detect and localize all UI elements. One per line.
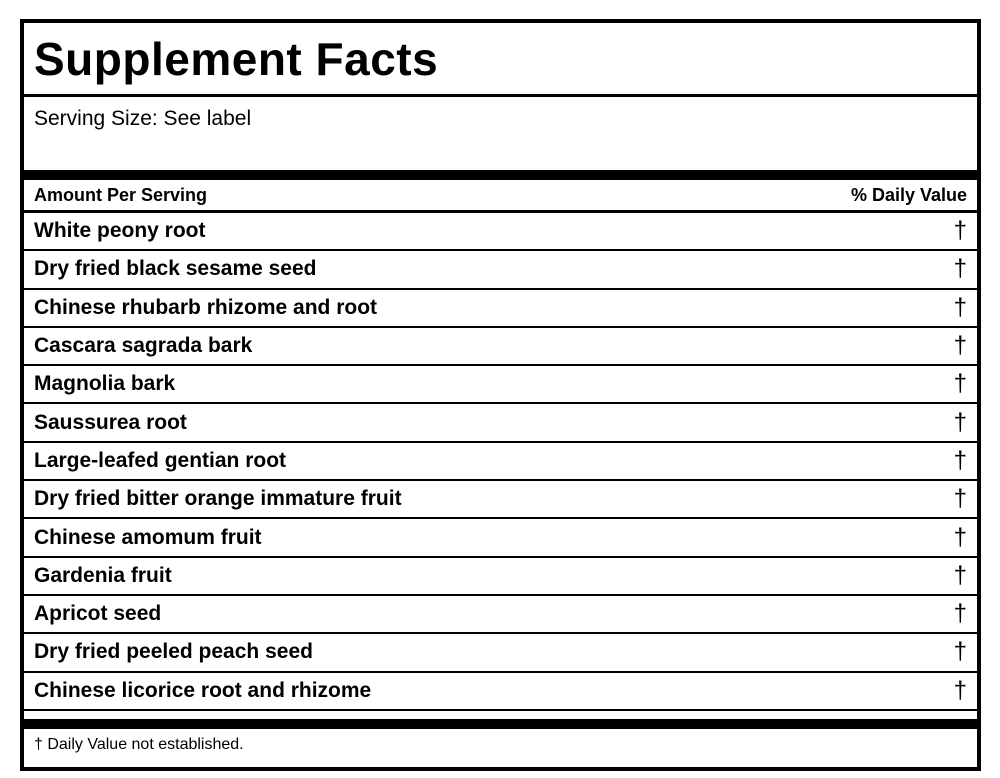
ingredient-row — [24, 634, 977, 672]
ingredient-daily-value: † — [953, 561, 967, 589]
ingredient-row — [24, 328, 977, 366]
ingredient-name: Chinese licorice root and rhizome — [34, 678, 372, 702]
ingredient-daily-value: † — [953, 255, 967, 283]
ingredient-row — [24, 290, 977, 328]
ingredient-name: Dry fried bitter orange immature fruit — [34, 487, 402, 511]
ingredient-name: Apricot seed — [34, 602, 162, 626]
ingredient-daily-value: † — [953, 638, 967, 666]
ingredient-row — [24, 251, 977, 289]
ingredient-daily-value: † — [953, 676, 967, 704]
column-header-row — [24, 180, 977, 213]
supplement-facts-panel — [20, 19, 981, 771]
ingredient-list — [24, 213, 977, 711]
thick-divider — [24, 170, 977, 180]
ingredient-name: White peony root — [34, 219, 206, 243]
panel-title: Supplement Facts — [24, 23, 977, 97]
ingredient-daily-value: † — [953, 485, 967, 513]
ingredient-name: Chinese amomum fruit — [34, 525, 262, 549]
ingredient-daily-value: † — [953, 370, 967, 398]
footnote: † Daily Value not established. — [34, 735, 244, 753]
ingredient-name: Large-leafed gentian root — [34, 448, 287, 472]
ingredient-name: Dry fried black sesame seed — [34, 257, 317, 281]
ingredient-row — [24, 366, 977, 404]
ingredient-row — [24, 481, 977, 519]
serving-size: Serving Size: See label — [34, 107, 252, 130]
ingredient-name: Saussurea root — [34, 410, 187, 434]
ingredient-daily-value: † — [953, 217, 967, 245]
ingredient-row — [24, 673, 977, 711]
ingredient-daily-value: † — [953, 408, 967, 436]
daily-value-label: % Daily Value — [850, 184, 967, 205]
ingredient-row — [24, 213, 977, 251]
ingredient-name: Chinese rhubarb rhizome and root — [34, 295, 378, 319]
ingredient-daily-value: † — [953, 446, 967, 474]
thick-divider-bottom — [24, 719, 977, 729]
ingredient-daily-value: † — [953, 600, 967, 628]
ingredient-row — [24, 404, 977, 442]
ingredient-row — [24, 519, 977, 557]
ingredient-name: Dry fried peeled peach seed — [34, 640, 313, 664]
spacer — [24, 711, 977, 719]
ingredient-daily-value: † — [953, 523, 967, 551]
ingredient-row — [24, 596, 977, 634]
ingredient-daily-value: † — [953, 293, 967, 321]
amount-per-serving-label: Amount Per Serving — [34, 184, 208, 205]
ingredient-name: Gardenia fruit — [34, 563, 172, 587]
ingredient-name: Cascara sagrada bark — [34, 334, 253, 358]
ingredient-row — [24, 558, 977, 596]
ingredient-row — [24, 443, 977, 481]
ingredient-name: Magnolia bark — [34, 372, 176, 396]
ingredient-daily-value: † — [953, 332, 967, 360]
